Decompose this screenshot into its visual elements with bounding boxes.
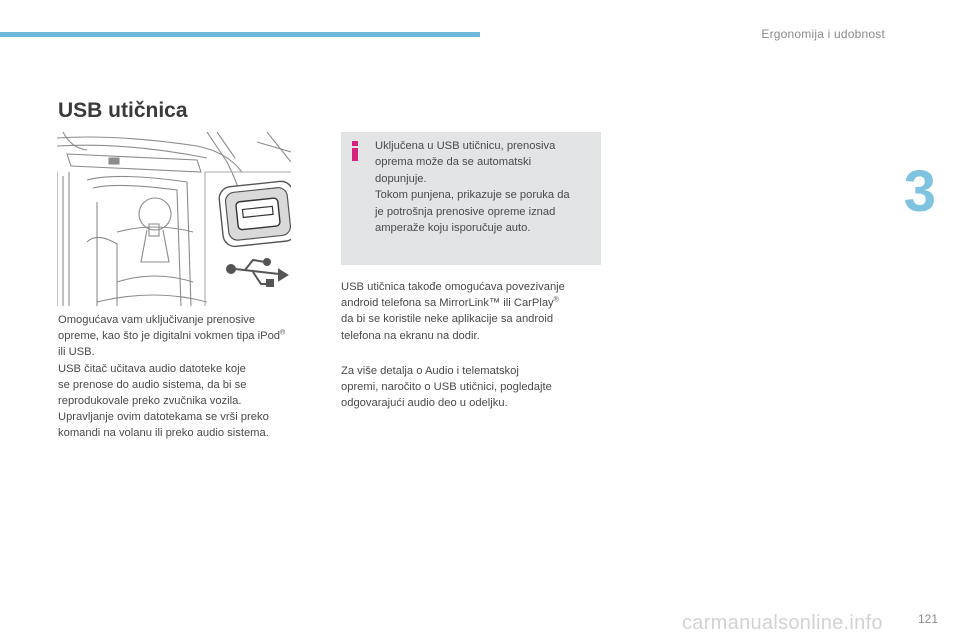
body-line: ili USB.: [58, 346, 95, 359]
body-line: [58, 328, 308, 344]
running-head: Ergonomija i udobnost: [761, 27, 885, 41]
chapter-number: 3: [903, 159, 936, 224]
usb-symbol-icon: [227, 259, 287, 286]
info-line: amperaže koju isporučuje auto.: [375, 222, 531, 235]
right-body-text-2: [341, 363, 601, 412]
body-line: Za više detalja o Audio i telematskoj: [341, 365, 519, 377]
body-line: USB čitač učitava audio datoteke koje: [58, 362, 246, 375]
watermark: carmanualsonline.info: [682, 612, 883, 634]
left-body-text: [58, 312, 308, 442]
body-line: [341, 295, 601, 311]
info-line: dopunjuje.: [375, 172, 427, 185]
usb-socket-drawing: [57, 132, 291, 306]
usb-port-closeup: [218, 180, 291, 247]
header-accent-bar: [0, 32, 480, 37]
body-line-text: opreme, kao što je digitalni vokmen tipa iPod: [58, 330, 281, 343]
section-title: USB utičnica: [58, 99, 188, 122]
info-line: Uključena u USB utičnicu, prenosiva: [375, 140, 556, 152]
body-line: Upravljanje ovim datotekama se vrši preko: [58, 411, 269, 424]
body-line: odgovarajući audio deo u odeljku.: [341, 397, 508, 410]
body-line: telefona na ekranu na dodir.: [341, 329, 480, 342]
body-line: se prenose do audio sistema, da bi se: [58, 378, 247, 391]
body-line-text: android telefona sa MirrorLink™ ili CarPlay: [341, 297, 554, 310]
body-line: USB utičnica takođe omogućava povezivanje: [341, 281, 565, 293]
body-line: komandi na volanu ili preko audio sistema.: [58, 427, 269, 440]
body-line: opremi, naročito o USB utičnici, pogledajte: [341, 381, 552, 394]
page-number: 121: [917, 612, 938, 626]
registered-mark: ®: [553, 296, 559, 304]
right-body-text-1: [341, 279, 601, 344]
body-line: Omogućava vam uključivanje prenosive: [58, 314, 256, 326]
info-line: je potrošnja prenosive opreme iznad: [375, 205, 556, 218]
info-line: Tokom punjena, prikazuje se poruka da: [375, 189, 570, 202]
info-line: oprema može da se automatski: [375, 156, 532, 169]
info-box-text: [375, 138, 595, 236]
body-line: da bi se koristile neke aplikacije sa android: [341, 313, 554, 326]
usb-socket-illustration: [57, 132, 291, 306]
registered-mark: ®: [280, 329, 286, 337]
body-line: reprodukovale preko zvučnika vozila.: [58, 395, 242, 408]
info-icon: [352, 141, 358, 161]
